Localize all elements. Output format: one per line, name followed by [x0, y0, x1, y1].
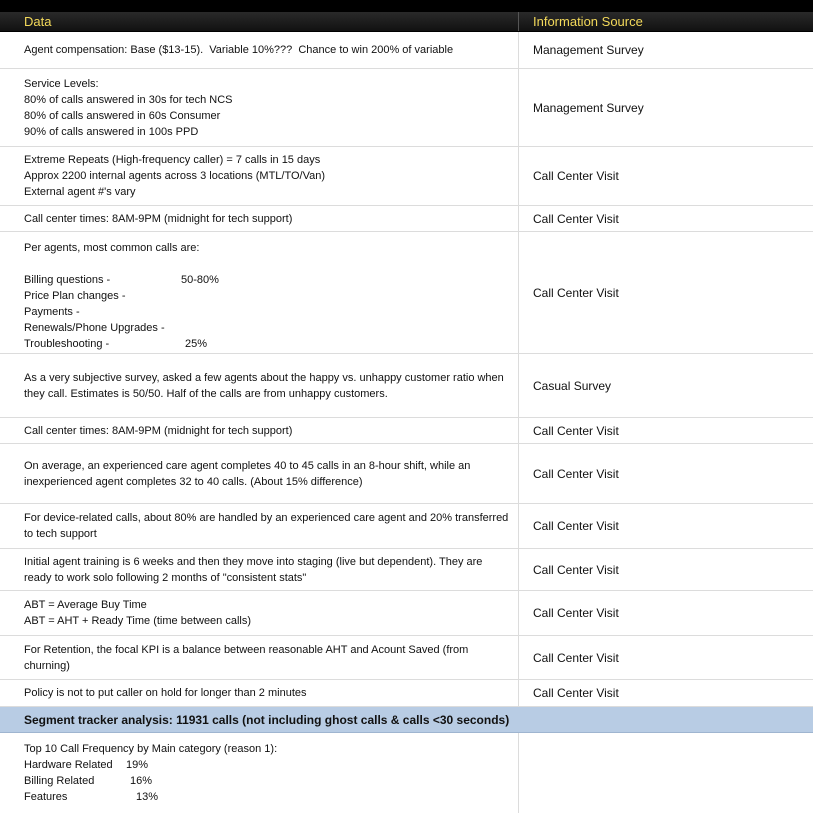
list-item: Price Plan changes -: [24, 290, 126, 302]
list-item: Hardware Related 19%: [24, 759, 149, 771]
table-row: [0, 680, 813, 707]
row-data: Call center times: 8AM-9PM (midnight for tech support): [0, 206, 519, 231]
row-data: Extreme Repeats (High-frequency caller) = 7 calls in 15 days Approx 2200 internal agents across 3 locations (MTL/TO/Van) External agent #'s vary: [0, 147, 519, 205]
table-row: [0, 504, 813, 549]
row-data: ABT = Average Buy Time ABT = AHT + Ready Time (time between calls): [0, 591, 519, 635]
header-data: Data: [0, 12, 519, 31]
row-source: Casual Survey: [533, 378, 612, 393]
row-data: Policy is not to put caller on hold for longer than 2 minutes: [0, 680, 519, 706]
row-data: Call center times: 8AM-9PM (midnight for tech support): [0, 418, 519, 443]
frequency-intro: Top 10 Call Frequency by Main category (reason 1):: [24, 743, 278, 755]
row-data: On average, an experienced care agent completes 40 to 45 calls in an 8-hour shift, while an inexperienced agent completes 32 to 40 calls. (About 15% difference): [0, 444, 519, 503]
row-source: Management Survey: [533, 100, 644, 115]
header-source: Information Source: [533, 14, 643, 29]
row-source: Call Center Visit: [533, 606, 619, 620]
row-data: For device-related calls, about 80% are handled by an experienced care agent and 20% transferred to tech support: [0, 504, 519, 548]
row-source: Call Center Visit: [533, 650, 619, 665]
row-source: Call Center Visit: [533, 466, 619, 481]
table-row: [0, 232, 813, 354]
table-row: [0, 636, 813, 680]
list-item: Payments -: [24, 306, 80, 318]
row-source: Call Center Visit: [533, 562, 619, 577]
table-row: [0, 206, 813, 232]
top-bar: [0, 0, 813, 12]
table-header: [0, 12, 813, 32]
list-item: Renewals/Phone Upgrades -: [24, 322, 165, 334]
row-data: Service Levels: 80% of calls answered in 30s for tech NCS 80% of calls answered in 60s Consumer 90% of calls answered in 100s PPD: [0, 69, 519, 146]
segment-tracker-banner: Segment tracker analysis: 11931 calls (not including ghost calls & calls <30 seconds): [0, 707, 813, 733]
table-row: [0, 32, 813, 69]
list-item: Billing questions - 50-80%: [24, 274, 219, 286]
row-source: Call Center Visit: [533, 686, 619, 700]
table-row: [0, 69, 813, 147]
row-data: For Retention, the focal KPI is a balance between reasonable AHT and Acount Saved (from churning): [0, 636, 519, 679]
list-item: Features 13%: [24, 791, 159, 803]
table-row: [0, 549, 813, 591]
row-source: Call Center Visit: [533, 423, 619, 438]
row-source: Management Survey: [533, 43, 644, 57]
table-row: [0, 147, 813, 206]
table-row: [0, 444, 813, 504]
row-source: Call Center Visit: [533, 519, 619, 533]
table-row: [0, 418, 813, 444]
table-row: [0, 733, 813, 813]
list-item: Billing Related 16%: [24, 775, 153, 787]
row-data: [0, 733, 519, 813]
row-source: [519, 733, 813, 813]
row-source: Call Center Visit: [533, 169, 619, 183]
row-source: Call Center Visit: [533, 211, 619, 226]
row-data: Agent compensation: Base ($13-15). Variable 10%??? Chance to win 200% of variable: [0, 32, 519, 68]
common-calls-intro: Per agents, most common calls are:: [24, 242, 200, 254]
table-row: [0, 354, 813, 418]
row-source: Call Center Visit: [533, 285, 619, 300]
data-table: [0, 32, 813, 813]
row-data: As a very subjective survey, asked a few agents about the happy vs. unhappy customer ratio when they call. Estimates is 50/50. Half of the calls are from unhappy customers.: [0, 354, 519, 417]
table-row: [0, 591, 813, 636]
row-data: Initial agent training is 6 weeks and then they move into staging (live but dependent). They are ready to work solo following 2 months of "consistent stats": [0, 549, 519, 590]
row-data: [0, 232, 519, 353]
list-item: Troubleshooting - 25%: [24, 338, 208, 350]
